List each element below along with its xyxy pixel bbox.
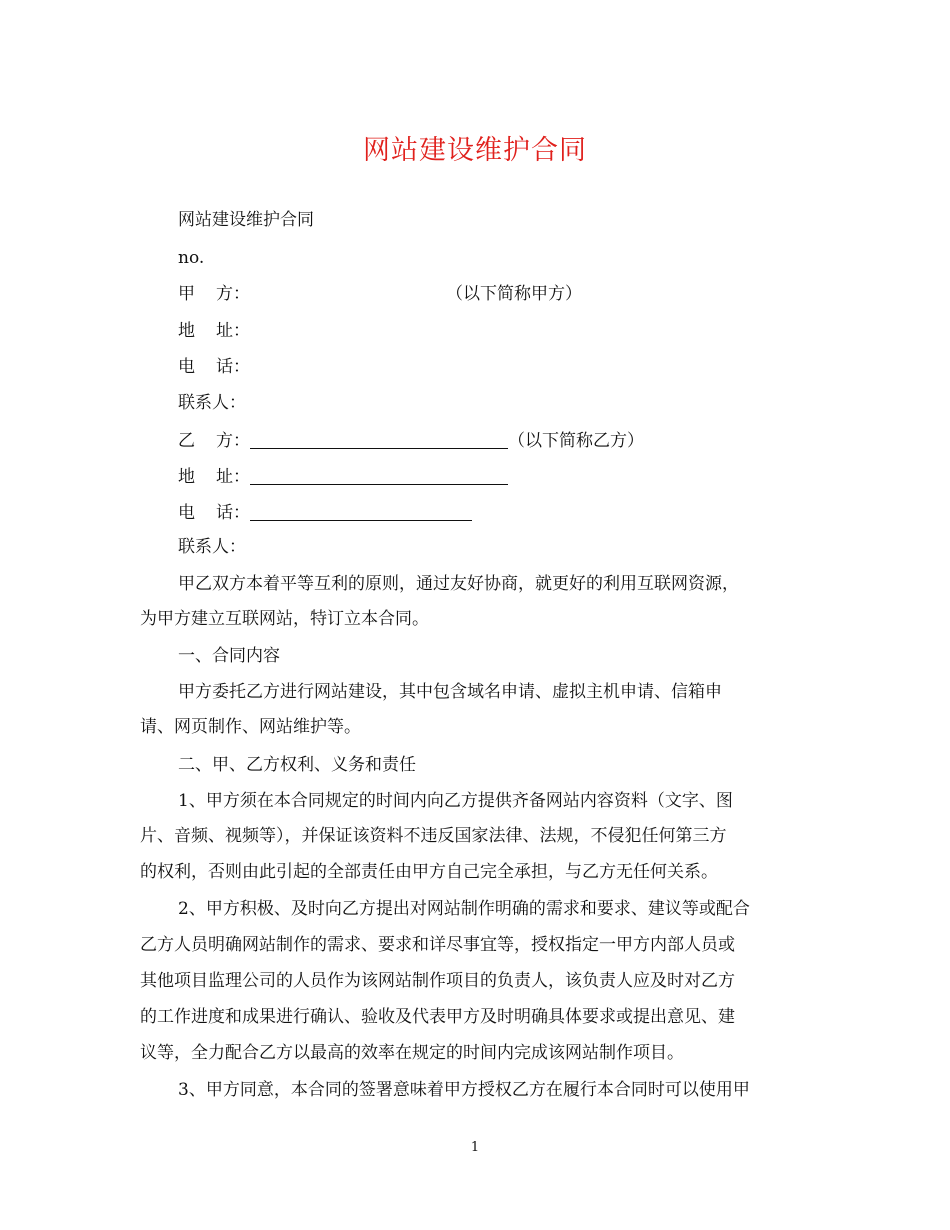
party-b-phone-row: 电 话： bbox=[178, 503, 472, 522]
party-a-name-note: （以下简称甲方） bbox=[446, 284, 582, 304]
party-b-phone-blank bbox=[250, 503, 472, 521]
clause-2-line: 的工作进度和成果进行确认、验收及代表甲方及时明确具体要求或提出意见、建 bbox=[140, 1007, 735, 1027]
preamble-line: 为甲方建立互联网站，特订立本合同。 bbox=[140, 609, 429, 629]
party-b-address-blank bbox=[250, 467, 508, 485]
party-a-address-row: 地 址： bbox=[178, 321, 250, 341]
party-b-name-blank bbox=[250, 431, 508, 449]
page-number: 1 bbox=[470, 1140, 480, 1155]
party-a-phone-row: 电 话： bbox=[178, 357, 250, 377]
party-a-name-label-1: 甲 bbox=[178, 284, 195, 304]
clause-1-line: 的权利，否则由此引起的全部责任由甲方自己完全承担，与乙方无任何关系。 bbox=[140, 862, 718, 882]
party-a-name-label-2: 方： bbox=[216, 284, 250, 304]
party-a-phone-label: 话： bbox=[216, 357, 250, 377]
party-a-name-row bbox=[178, 286, 582, 303]
party-b-name-row: 乙 方： （以下简称乙方） bbox=[178, 431, 644, 451]
party-b-address-row: 地 址： bbox=[178, 467, 508, 486]
party-b-contact-row: 联系人： bbox=[178, 537, 246, 557]
clause-2-line: 2、甲方积极、及时向乙方提出对网站制作明确的需求和要求、建议等或配合 bbox=[178, 899, 750, 919]
contract-number: no. bbox=[178, 248, 205, 268]
clause-2-line: 其他项目监理公司的人员作为该网站制作项目的负责人，该负责人应及时对乙方 bbox=[140, 971, 735, 991]
clause-2-line: 乙方人员明确网站制作的需求、要求和详尽事宜等，授权指定一甲方内部人员或 bbox=[140, 935, 735, 955]
section-1-heading: 一、合同内容 bbox=[178, 646, 280, 666]
party-b-name-note: （以下简称乙方） bbox=[508, 431, 644, 451]
section-1-line: 甲方委托乙方进行网站建设，其中包含域名申请、虚拟主机申请、信箱申 bbox=[178, 682, 722, 702]
party-b-phone-label: 话： bbox=[216, 503, 250, 523]
clause-3-line: 3、甲方同意，本合同的签署意味着甲方授权乙方在履行本合同时可以使用甲 bbox=[178, 1080, 750, 1100]
document-title: 网站建设维护合同 bbox=[363, 135, 587, 166]
section-2-heading: 二、甲、乙方权利、义务和责任 bbox=[178, 755, 416, 775]
clause-1-line: 片、音频、视频等），并保证该资料不违反国家法律、法规，不侵犯任何第三方 bbox=[140, 826, 727, 846]
party-b-name-label: 方： bbox=[216, 431, 250, 451]
contract-subtitle: 网站建设维护合同 bbox=[178, 210, 314, 230]
party-a-address-label: 址： bbox=[216, 321, 250, 341]
clause-1-line: 1、甲方须在本合同规定的时间内向乙方提供齐备网站内容资料（文字、图 bbox=[178, 791, 733, 811]
party-a-contact-row: 联系人： bbox=[178, 393, 246, 413]
preamble-line: 甲乙双方本着平等互利的原则，通过友好协商，就更好的利用互联网资源， bbox=[178, 574, 739, 594]
section-1-line: 请、网页制作、网站维护等。 bbox=[140, 717, 361, 737]
party-b-address-label: 址： bbox=[216, 467, 250, 487]
clause-2-line: 议等，全力配合乙方以最高的效率在规定的时间内完成该网站制作项目。 bbox=[140, 1043, 684, 1063]
